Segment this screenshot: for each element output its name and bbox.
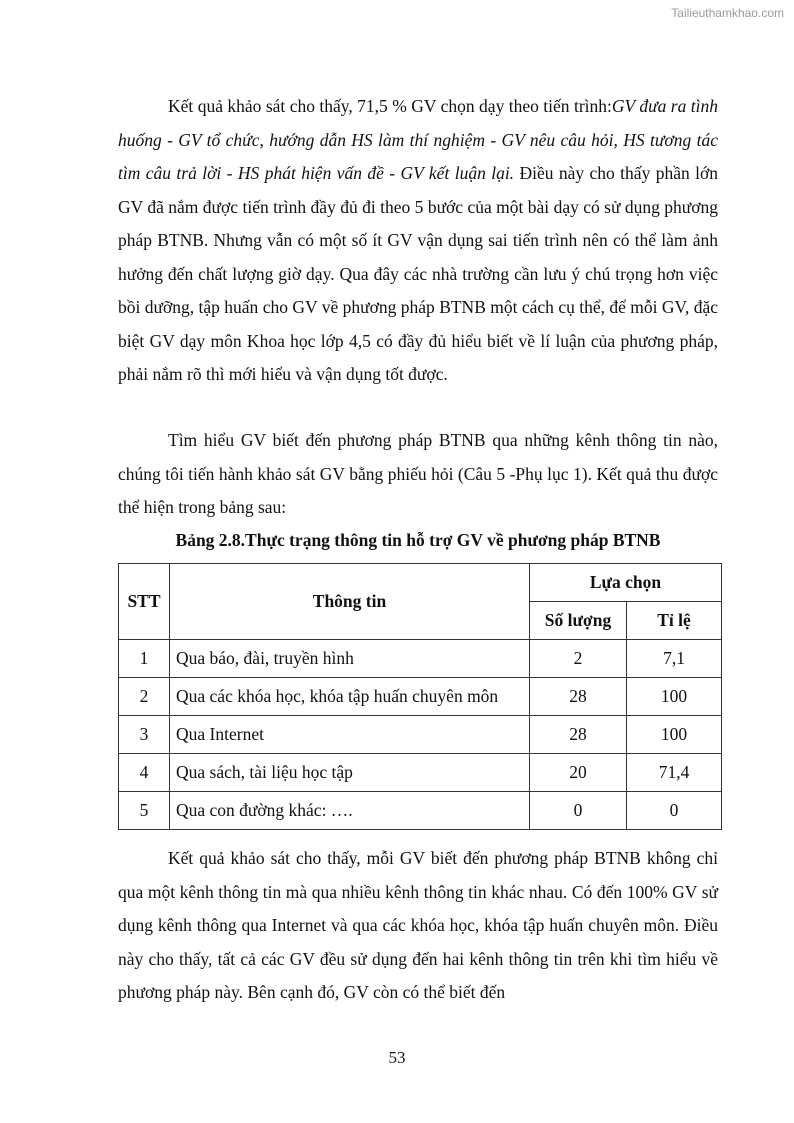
header-stt: STT xyxy=(119,564,170,640)
cell-count: 20 xyxy=(530,754,627,792)
cell-info: Qua Internet xyxy=(170,716,530,754)
paragraph-2: Tìm hiểu GV biết đến phương pháp BTNB qua những kênh thông tin nào, chúng tôi tiến hành khảo sát GV bằng phiếu hỏi (Câu 5 -Phụ lục 1). Kết quả thu được thể hiện trong bảng sau: xyxy=(118,430,718,517)
cell-count: 28 xyxy=(530,716,627,754)
cell-count: 2 xyxy=(530,640,627,678)
cell-ratio: 71,4 xyxy=(627,754,722,792)
header-info: Thông tin xyxy=(170,564,530,640)
cell-count: 28 xyxy=(530,678,627,716)
cell-stt: 3 xyxy=(119,716,170,754)
info-support-table xyxy=(118,563,722,830)
paragraph-1 xyxy=(118,90,718,392)
paragraph-1-lead: Kết quả khảo sát cho thấy, 71,5 % GV chọn dạy theo tiến trình: xyxy=(168,96,612,116)
paragraph-1-rest: Điều này cho thấy phần lớn GV đã nắm được tiến trình đầy đủ đi theo 5 bước của một bài dạy có sử dụng phương pháp BTNB. Nhưng vẫn có một số ít GV vận dụng sai tiến trình nên có thể làm ảnh hưởng đến chất lượng giờ dạy. Qua đây các nhà trường cần lưu ý chú trọng hơn việc bồi dưỡng, tập huấn cho GV về phương pháp BTNB một cách cụ thể, để mỗi GV, đặc biệt GV dạy môn Khoa học lớp 4,5 có đầy đủ hiểu biết về lí luận của phương pháp, phải nắm rõ thì mới hiểu và vận dụng tốt được. xyxy=(118,163,718,384)
table-row xyxy=(119,792,722,830)
cell-ratio: 100 xyxy=(627,716,722,754)
cell-ratio: 0 xyxy=(627,792,722,830)
cell-info: Qua báo, đài, truyền hình xyxy=(170,640,530,678)
cell-stt: 2 xyxy=(119,678,170,716)
table-row xyxy=(119,754,722,792)
table-row xyxy=(119,716,722,754)
table-header-row xyxy=(119,564,722,602)
header-count: Số lượng xyxy=(530,602,627,640)
cell-ratio: 7,1 xyxy=(627,640,722,678)
table-row xyxy=(119,678,722,716)
paragraph-3: Kết quả khảo sát cho thấy, mỗi GV biết đến phương pháp BTNB không chỉ qua một kênh thông tin mà qua nhiều kênh thông tin khác nhau. Có đến 100% GV sử dụng kênh thông qua Internet và qua các khóa học, khóa tập huấn chuyên môn. Điều này cho thấy, tất cả các GV đều sử dụng đến hai kênh thông tin trên khi tìm hiểu về phương pháp này. Bên cạnh đó, GV còn có thể biết đến xyxy=(118,848,718,1002)
table-title: Bảng 2.8.Thực trạng thông tin hỗ trợ GV về phương pháp BTNB xyxy=(175,530,661,550)
cell-ratio: 100 xyxy=(627,678,722,716)
cell-count: 0 xyxy=(530,792,627,830)
table-row xyxy=(119,640,722,678)
cell-info: Qua sách, tài liệu học tập xyxy=(170,754,530,792)
header-choice: Lựa chọn xyxy=(530,564,722,602)
page-number: 53 xyxy=(388,1048,406,1067)
cell-stt: 4 xyxy=(119,754,170,792)
cell-info: Qua các khóa học, khóa tập huấn chuyên môn xyxy=(170,678,530,716)
cell-stt: 5 xyxy=(119,792,170,830)
cell-info: Qua con đường khác: …. xyxy=(170,792,530,830)
watermark: Tailieuthamkhao.com xyxy=(671,6,784,20)
cell-stt: 1 xyxy=(119,640,170,678)
paragraph-1-italic: GV đưa ra tình huống - GV tổ chức, hướng dẫn HS làm thí nghiệm - GV nêu câu hỏi, HS tương tác tìm câu trả lời - HS phát hiện vấn đề - GV kết luận lại. xyxy=(118,96,719,183)
header-ratio: Tỉ lệ xyxy=(627,602,722,640)
